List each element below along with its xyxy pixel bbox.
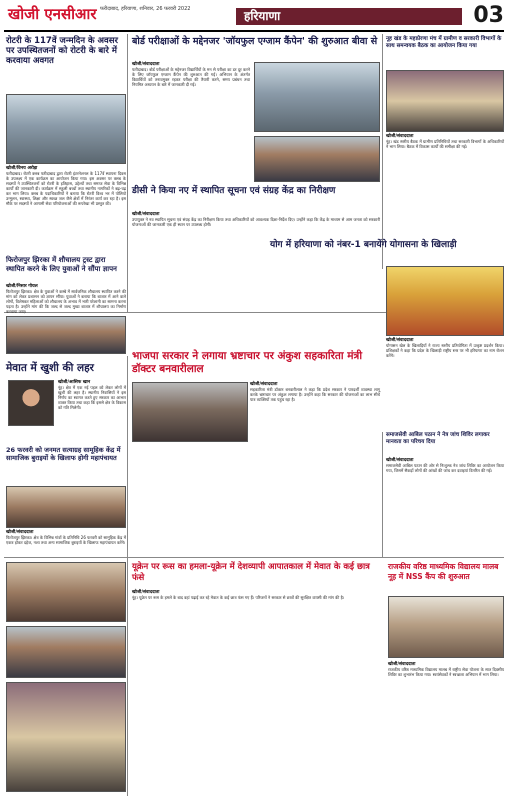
article-headline: समाजसेवी आबिल पठान ने नेत्र जांच शिविर लगाकर मानवता का परिचय दिया xyxy=(386,432,490,445)
article-byline: खोजी/संवाददाता xyxy=(132,590,160,595)
minister-photo xyxy=(132,382,248,442)
article-byline: खोजी/संवाददाता xyxy=(132,62,160,67)
rotary-photo xyxy=(6,94,126,164)
article-byline: खोजी/आसिफ खान xyxy=(58,380,91,385)
yoga-photo xyxy=(386,266,504,336)
article-body xyxy=(386,338,504,428)
article-headline: फिरोजपुर झिरका में शौचालय ट्रस्ट द्वारा स्थापित करने के लिए युवाओं ने सौंपा ज्ञापन xyxy=(6,256,117,273)
article-body xyxy=(6,530,126,556)
dateline: फरीदाबाद, हरियाणा, शनिवार, 26 फरवरी 2022 xyxy=(100,6,191,12)
article-headline: मेवात में खुशी की लहर xyxy=(6,362,94,374)
newspaper-logo: खोजी एनसीआर xyxy=(8,5,97,23)
article-body xyxy=(250,382,380,552)
article-headline: रोटरी के 117वें जन्मदिन के अवसर पर उपस्थितजनों को रोटरी के बारे में करवाया अवगत xyxy=(6,36,118,66)
nuh-meeting-photo xyxy=(386,70,504,132)
masthead xyxy=(0,0,508,30)
article-body xyxy=(6,166,126,252)
article-body xyxy=(58,380,126,440)
section-title: हरियाणा xyxy=(236,8,462,25)
article-byline: खोजी/संवाददाता xyxy=(6,530,34,535)
article-byline: खोजी/विनय अरोड़ा xyxy=(6,166,38,171)
article-text: फिरोजपुर झिरका। क्षेत्र के विभिन्न गांवों के प्रतिनिधि 26 फरवरी को सामूहिक केंद्र में एकत्र होकर दहेज, नशा तथा अन्य सामाजिक बुराइयों के खिलाफ महापंचायत करेंगे। xyxy=(6,535,126,545)
article-body xyxy=(386,458,504,554)
memorandum-photo xyxy=(6,316,126,354)
article-headline: 26 फरवरी को जनमत सत्याग्रह सामूहिक केंद्र में सामाजिक बुराइयों के खिलाफ होगी महापंचायत xyxy=(6,446,121,462)
article-text: नूंह। यूक्रेन पर रूस के हमले के बाद वहां पढ़ाई कर रहे मेवात के कई छात्र फंस गए हैं। परिजनों ने सरकार से छात्रों की सुरक्षित वापसी की मांग की है। xyxy=(132,595,345,600)
article-body xyxy=(132,590,382,790)
article-text: सहकारिता मंत्री डॉक्टर बनवारीलाल ने कहा कि प्रदेश सरकार ने पारदर्शी व्यवस्था लागू करके भ्रष्टाचार पर अंकुश लगाया है। उन्होंने कहा कि सरकार की योजनाओं का लाभ सीधे पात्र व्यक्तियों तक पहुंच रहा है। xyxy=(250,387,380,402)
article-headline: डीसी ने किया नए में स्थापित सूचना एवं संग्रह केंद्र का निरीक्षण xyxy=(132,186,336,196)
article-text: नूंह। क्षेत्र में एक नई पहल को लेकर लोगों में खुशी की लहर है। स्थानीय निवासियों ने इस निर्णय का स्वागत करते हुए सरकार का आभार व्यक्त किया तथा कहा कि इससे क्षेत्र के विकास को गति मिलेगी। xyxy=(58,385,126,410)
article-text: राजकीय वरिष्ठ माध्यमिक विद्यालय मालब में राष्ट्रीय सेवा योजना के सात दिवसीय शिविर का शुभारंभ किया गया। स्वयंसेवकों ने स्वच्छता अभियान में भाग लिया। xyxy=(388,667,504,677)
article-headline: बोर्ड परीक्षाओं के मद्देनजर 'जॉयफुल एग्जाम कैंपेन' की शुरुआत बीवा से xyxy=(132,36,378,47)
article-headline: राजकीय वरिष्ठ माध्यमिक विद्यालय मालब नूह में NSS कैंप की शुरुआत xyxy=(388,562,499,581)
article-text: फरीदाबाद। बोर्ड परीक्षाओं के मद्देनजर विद्यार्थियों के मन से परीक्षा का डर दूर करने के लिए जॉयफुल एग्जाम कैंपेन की शुरुआत की गई। अभियान के अंतर्गत विद्यार्थियों को तनावमुक्त रहकर परीक्षा की तैयारी करने, समय प्रबंधन तथा नियमित अध्ययन के बारे में जानकारी दी गई। xyxy=(132,67,250,87)
article-text: फिरोजपुर झिरका। क्षेत्र के युवाओं ने कस्बे में सार्वजनिक शौचालय स्थापित करने की मांग को लेकर प्रशासन को ज्ञापन सौंपा। युवाओं ने बताया कि बाजार में आने वाले लोगों, विशेषकर महिलाओं को शौचालय के अभाव में भारी परेशानी का सामना करना पड़ता है। उन्होंने मांग की कि जल्द से जल्द मुख्य बाजार में शौचालय का निर्माण करवाया जाए। xyxy=(6,289,126,314)
article-headline: भाजपा सरकार ने लगाया भ्रष्टाचार पर अंकुश सहकारिता मंत्री डॉक्टर बनवारीलाल xyxy=(132,350,363,375)
article-byline: खोजी/संवाददाता xyxy=(386,134,414,139)
ukraine-families-photo xyxy=(6,562,126,622)
article-text: समाजसेवी आबिल पठान की ओर से निःशुल्क नेत्र जांच शिविर का आयोजन किया गया, जिसमें सैकड़ों लोगों की आंखों की जांच कर दवाइयां वितरित की गईं। xyxy=(386,463,504,473)
article-headline: नूह खंड के महाप्रेरणा मंच में ग्रामीण व सरकारी विभागों के साथ समन्वयक बैठक का आयोजन किया गया xyxy=(386,36,502,49)
mahapanchayat-photo xyxy=(6,486,126,528)
article-headline: योग में हरियाणा को नंबर-1 बनायेंगे योगासना के खिलाड़ी xyxy=(270,240,457,250)
article-byline: खोजी/संवाददाता xyxy=(386,338,414,343)
article-text: उपायुक्त ने नव स्थापित सूचना एवं संग्रह केंद्र का निरीक्षण किया तथा अधिकारियों को आवश्यक दिशा-निर्देश दिए। उन्होंने कहा कि केंद्र के माध्यम से आम जनता को सरकारी योजनाओं की जानकारी एक ही स्थान पर उपलब्ध होगी। xyxy=(132,217,380,227)
article-text: योगासन खेल के खिलाड़ियों ने राज्य स्तरीय प्रतियोगिता में उत्कृष्ट प्रदर्शन किया। प्रशिक्षकों ने कहा कि प्रदेश के खिलाड़ी राष्ट्रीय स्तर पर भी हरियाणा का नाम रोशन करेंगे। xyxy=(386,343,504,358)
masthead-rule xyxy=(4,30,504,32)
mewat-portrait-photo xyxy=(8,380,54,426)
article-body xyxy=(388,662,504,792)
article-body xyxy=(132,62,250,182)
article-text: फरीदाबाद। रोटरी क्लब फरीदाबाद द्वारा रोटरी इंटरनेशनल के 117वें स्थापना दिवस के उपलक्ष्य में एक कार्यक्रम का आयोजन किया गया। इस अवसर पर क्लब के सदस्यों ने उपस्थितजनों को रोटरी के इतिहास, उद्देश्यों तथा समाज सेवा के विभिन्न कार्यों की जानकारी दी। कार्यक्रम में स्कूली बच्चों तथा स्थानीय नागरिकों ने बढ़-चढ़ कर भाग लिया। क्लब के पदाधिकारियों ने बताया कि रोटरी विश्व भर में पोलियो उन्मूलन, स्वास्थ्य, शिक्षा और स्वच्छ जल जैसे क्षेत्रों में निरंतर कार्य कर रहा है। इस मौके पर सदस्यों ने आगामी सेवा परियोजनाओं की रूपरेखा भी प्रस्तुत की। xyxy=(6,171,126,206)
column-divider xyxy=(127,356,128,796)
mewat-event-photo xyxy=(6,682,126,792)
article-body xyxy=(386,134,504,234)
exam-campaign-photo xyxy=(254,62,380,132)
article-headline: यूक्रेन पर रूस का हमला-यूक्रेन में देशव्यापी आपातकाल में मेवात के कई छात्र फंसे xyxy=(132,562,370,583)
section-divider xyxy=(4,557,504,558)
article-body xyxy=(132,212,380,310)
article-byline: खोजी/संवाददाता xyxy=(386,458,414,463)
article-text: नूंह। खंड स्तरीय बैठक में ग्रामीण प्रतिनिधियों तथा सरकारी विभागों के अधिकारियों ने भाग लिया। बैठक में विकास कार्यों की समीक्षा की गई। xyxy=(386,139,504,149)
article-body xyxy=(6,284,126,314)
mewat-gathering-photo xyxy=(6,626,126,678)
page-number: 03 xyxy=(473,3,504,28)
nss-camp-photo xyxy=(388,596,504,658)
column-divider xyxy=(127,34,128,312)
exam-students-photo xyxy=(254,136,380,182)
column-divider xyxy=(382,432,383,557)
column-divider xyxy=(382,34,383,269)
article-byline: खोजी/संवाददाता xyxy=(132,212,160,217)
article-byline: खोजी/संवाददाता xyxy=(250,382,278,387)
article-byline: खोजी/संवाददाता xyxy=(388,662,416,667)
article-byline: खोजी/निसार गोयल xyxy=(6,284,38,289)
